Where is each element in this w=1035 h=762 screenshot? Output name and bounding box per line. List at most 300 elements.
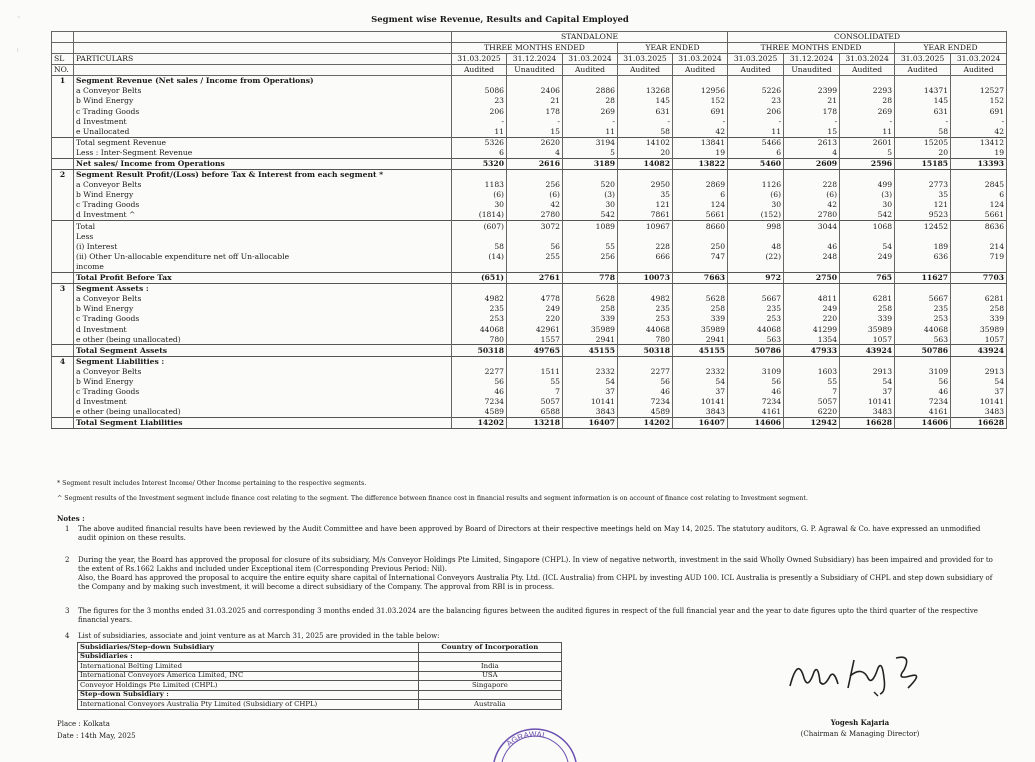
table-row (52, 314, 1007, 324)
row-label: income (74, 262, 452, 273)
row-value: 765 (840, 272, 895, 283)
note-text-continued: Also, the Board has approved the proposal to acquire the entire equity share capital of International Conveyors Australia Pty. Ltd. (ICL Australia) from CHPL by investing AUD 100. ICL Australia is presently a Subsidiary of CHPL and step down subsidiary of the Company and by making such investment, it will become a direct subsidiary of the Company. The approval from RBI is in process. (78, 574, 993, 591)
row-label: (ii) Other Un-allocable expenditure net off Un-allocable (74, 252, 452, 262)
segment-table-body (52, 32, 1007, 429)
row-label: a Conveyor Belts (74, 294, 452, 304)
row-value: 235 (618, 304, 673, 314)
row-sl-number (52, 106, 74, 116)
row-value (563, 76, 618, 87)
row-value: 11 (840, 126, 895, 137)
table-row (52, 356, 1007, 367)
row-value: (651) (452, 272, 507, 283)
row-label: a Conveyor Belts (74, 180, 452, 190)
row-value: 10073 (618, 272, 673, 283)
row-value: 121 (895, 200, 951, 210)
row-label: d Investment ^ (74, 210, 452, 221)
row-value: 189 (895, 242, 951, 252)
row-value: 44068 (895, 324, 951, 334)
row-value: 14371 (895, 86, 951, 96)
row-value: 780 (618, 334, 673, 345)
row-value: 4811 (784, 294, 840, 304)
row-value (452, 169, 507, 180)
row-value (673, 262, 728, 273)
row-value: - (618, 116, 673, 126)
subs-country: India (418, 662, 561, 672)
row-value (507, 231, 563, 241)
row-value: 178 (507, 106, 563, 116)
row-value: 50786 (895, 345, 951, 356)
row-value: 12452 (895, 221, 951, 232)
table-row (52, 252, 1007, 262)
table-row (52, 418, 1007, 429)
row-value: 250 (673, 242, 728, 252)
row-value: 13822 (673, 158, 728, 169)
table-row (52, 86, 1007, 96)
table-row (52, 76, 1007, 87)
row-value: 6281 (840, 294, 895, 304)
row-value: 5057 (784, 397, 840, 407)
row-value: 780 (452, 334, 507, 345)
row-value (507, 76, 563, 87)
note-number: 1 (65, 525, 70, 533)
note-4 (65, 632, 1000, 641)
row-value (895, 169, 951, 180)
table-row (52, 324, 1007, 334)
row-value: 2913 (840, 367, 895, 377)
no-header: NO. (52, 65, 74, 76)
row-value: 253 (452, 314, 507, 324)
row-value: 14082 (618, 158, 673, 169)
row-value: 43924 (840, 345, 895, 356)
row-value (728, 76, 784, 87)
row-value: 14202 (452, 418, 507, 429)
row-value: 178 (784, 106, 840, 116)
year-ended-header: YEAR ENDED (895, 43, 1007, 54)
row-value: 12942 (784, 418, 840, 429)
row-sl-number (52, 126, 74, 137)
period-date-header: 31.03.2025 (452, 54, 507, 65)
row-value: 58 (895, 126, 951, 137)
table-row (52, 96, 1007, 106)
row-value (563, 283, 618, 294)
audit-status-header: Unaudited (507, 65, 563, 76)
row-value (452, 231, 507, 241)
row-value: 2869 (673, 180, 728, 190)
row-value: (3) (840, 190, 895, 200)
row-value: 15 (784, 126, 840, 137)
row-value: 8636 (951, 221, 1007, 232)
row-value: 1089 (563, 221, 618, 232)
row-label: b Wind Energy (74, 304, 452, 314)
audit-status-header: Unaudited (784, 65, 840, 76)
row-value: 4982 (618, 294, 673, 304)
table-row (52, 169, 1007, 180)
row-value (673, 231, 728, 241)
row-value: 7703 (951, 272, 1007, 283)
year-ended-header: YEAR ENDED (618, 43, 728, 54)
row-label: Total Segment Assets (74, 345, 452, 356)
header-row-dates (52, 54, 1007, 65)
row-sl-number (52, 324, 74, 334)
row-value: 269 (840, 106, 895, 116)
row-value: 49765 (507, 345, 563, 356)
row-value: 21 (784, 96, 840, 106)
row-value: 4161 (728, 407, 784, 418)
row-value: 13412 (951, 137, 1007, 148)
row-label: c Trading Goods (74, 200, 452, 210)
audit-status-header: Audited (673, 65, 728, 76)
row-value: 249 (507, 304, 563, 314)
row-value (563, 262, 618, 273)
row-sl-number (52, 367, 74, 377)
row-value: 35989 (951, 324, 1007, 334)
row-value: 1068 (840, 221, 895, 232)
row-value: 5667 (728, 294, 784, 304)
row-value (618, 356, 673, 367)
row-value: 1511 (507, 367, 563, 377)
row-value: 30 (840, 200, 895, 210)
row-value (784, 169, 840, 180)
row-value: 2950 (618, 180, 673, 190)
row-value: 13393 (951, 158, 1007, 169)
row-value: 16407 (673, 418, 728, 429)
row-value (895, 283, 951, 294)
row-value: 542 (563, 210, 618, 221)
row-value (895, 76, 951, 87)
row-value: 55 (563, 242, 618, 252)
row-value: 35989 (840, 324, 895, 334)
row-value: 13268 (618, 86, 673, 96)
row-value: 2601 (840, 137, 895, 148)
row-value: 35 (895, 190, 951, 200)
row-value: 631 (895, 106, 951, 116)
row-sl-number: 4 (52, 356, 74, 367)
row-value: 5460 (728, 158, 784, 169)
row-value (784, 356, 840, 367)
row-value: 44068 (728, 324, 784, 334)
row-value: 30 (563, 200, 618, 210)
row-label: Segment Result Profit/(Loss) before Tax & Interest from each segment * (74, 169, 452, 180)
audit-status-header: Audited (951, 65, 1007, 76)
row-sl-number: 1 (52, 76, 74, 87)
row-label: Segment Revenue (Net sales / Income from Operations) (74, 76, 452, 87)
row-value: 20 (618, 148, 673, 159)
row-value: 691 (951, 106, 1007, 116)
row-value (895, 356, 951, 367)
row-value: 12527 (951, 86, 1007, 96)
row-value: 778 (563, 272, 618, 283)
subs-col-header: Subsidiaries/Step-down Subsidiary (78, 643, 419, 653)
row-label: a Conveyor Belts (74, 367, 452, 377)
table-row (52, 126, 1007, 137)
row-value: 253 (618, 314, 673, 324)
row-label: b Wind Energy (74, 96, 452, 106)
table-row (52, 345, 1007, 356)
row-value: 5628 (673, 294, 728, 304)
row-value: (607) (452, 221, 507, 232)
row-label: Total Profit Before Tax (74, 272, 452, 283)
row-value (507, 356, 563, 367)
row-value: 10141 (951, 397, 1007, 407)
row-value: 998 (728, 221, 784, 232)
row-sl-number (52, 418, 74, 429)
row-value: 11627 (895, 272, 951, 283)
row-value: 42 (673, 126, 728, 137)
row-value: 6 (452, 148, 507, 159)
table-row (52, 367, 1007, 377)
row-sl-number (52, 345, 74, 356)
row-value: (6) (507, 190, 563, 200)
audit-status-header: Audited (452, 65, 507, 76)
row-value: 41299 (784, 324, 840, 334)
row-value: 206 (728, 106, 784, 116)
row-value: 2616 (507, 158, 563, 169)
row-label: c Trading Goods (74, 314, 452, 324)
row-value: 50318 (618, 345, 673, 356)
row-value: 145 (895, 96, 951, 106)
subs-name: International Conveyors Australia Pty Limited (Subsidiary of CHPL) (78, 700, 419, 710)
sl-header: SL (52, 54, 74, 65)
row-value: 6 (728, 148, 784, 159)
row-value: 6 (673, 190, 728, 200)
row-value: 542 (840, 210, 895, 221)
table-row (52, 106, 1007, 116)
row-value: 7234 (618, 397, 673, 407)
row-sl-number (52, 252, 74, 262)
row-value: 636 (895, 252, 951, 262)
row-value (951, 283, 1007, 294)
row-value: 58 (452, 242, 507, 252)
row-value: (6) (784, 190, 840, 200)
row-value: 56 (507, 242, 563, 252)
row-value (728, 169, 784, 180)
row-value (452, 283, 507, 294)
row-value: 1126 (728, 180, 784, 190)
row-value (618, 76, 673, 87)
period-date-header: 31.03.2024 (673, 54, 728, 65)
row-value: 4589 (452, 407, 507, 418)
row-value: 2750 (784, 272, 840, 283)
row-value: 2941 (563, 334, 618, 345)
stepdown-group-label: Step-down Subsidiary : (78, 690, 419, 700)
country-col-header: Country of Incorporation (418, 643, 561, 653)
row-value: 631 (618, 106, 673, 116)
subs-name: International Belting Limited (78, 662, 419, 672)
row-value: 42 (951, 126, 1007, 137)
row-value: 339 (563, 314, 618, 324)
signer-name: Yogesh Kajaria (830, 718, 890, 727)
note-text: List of subsidiaries, associate and joint venture as at March 31, 2025 are provided in the table below: (78, 632, 440, 640)
row-value: 4 (507, 148, 563, 159)
notes-heading: Notes : (57, 514, 85, 523)
row-value: 214 (951, 242, 1007, 252)
audit-status-header: Audited (618, 65, 673, 76)
row-value: 269 (563, 106, 618, 116)
row-value (507, 283, 563, 294)
row-sl-number (52, 180, 74, 190)
row-value: 258 (563, 304, 618, 314)
row-sl-number (52, 272, 74, 283)
row-value: 2913 (951, 367, 1007, 377)
row-value: 16407 (563, 418, 618, 429)
row-label: Total segment Revenue (74, 137, 452, 148)
row-value: 5057 (507, 397, 563, 407)
row-value: 499 (840, 180, 895, 190)
row-value: 3843 (563, 407, 618, 418)
row-value: 972 (728, 272, 784, 283)
row-label: Less (74, 231, 452, 241)
row-value: 228 (618, 242, 673, 252)
date-label: Date : 14th May, 2025 (57, 732, 136, 740)
row-value: 2613 (784, 137, 840, 148)
row-value (563, 231, 618, 241)
row-value: 7234 (895, 397, 951, 407)
row-value (895, 262, 951, 273)
row-label: b Wind Energy (74, 190, 452, 200)
row-value: 3189 (563, 158, 618, 169)
row-value: 28 (840, 96, 895, 106)
row-value (728, 262, 784, 273)
three-months-header: THREE MONTHS ENDED (452, 43, 618, 54)
row-value: 2609 (784, 158, 840, 169)
row-value: 4161 (895, 407, 951, 418)
row-value: 235 (895, 304, 951, 314)
row-value: - (784, 116, 840, 126)
row-value: 46 (728, 387, 784, 397)
row-value: 56 (452, 377, 507, 387)
standalone-header: STANDALONE (452, 32, 728, 43)
row-value: 2845 (951, 180, 1007, 190)
three-months-header: THREE MONTHS ENDED (728, 43, 895, 54)
row-value: 7234 (728, 397, 784, 407)
row-value: 719 (951, 252, 1007, 262)
row-value: (1814) (452, 210, 507, 221)
row-value: 16628 (951, 418, 1007, 429)
row-value: 145 (618, 96, 673, 106)
row-value (951, 76, 1007, 87)
row-label: Total (74, 221, 452, 232)
row-value: 7 (507, 387, 563, 397)
period-date-header: 31.03.2025 (618, 54, 673, 65)
subs-group-label: Subsidiaries : (78, 652, 419, 662)
row-label: c Trading Goods (74, 106, 452, 116)
row-value: 2596 (840, 158, 895, 169)
row-value: 4778 (507, 294, 563, 304)
row-value: 21 (507, 96, 563, 106)
row-value (673, 283, 728, 294)
row-value: 14202 (618, 418, 673, 429)
row-value: 563 (895, 334, 951, 345)
row-value: (22) (728, 252, 784, 262)
row-value: 3072 (507, 221, 563, 232)
row-value: 5667 (895, 294, 951, 304)
signer-title: (Chairman & Managing Director) (800, 730, 920, 738)
row-value: 15185 (895, 158, 951, 169)
row-sl-number (52, 190, 74, 200)
row-value: 2277 (618, 367, 673, 377)
row-value: 2399 (784, 86, 840, 96)
row-value: 30 (452, 200, 507, 210)
row-label: d Investment (74, 116, 452, 126)
row-sl-number (52, 407, 74, 418)
row-value: 37 (673, 387, 728, 397)
row-value: 35989 (563, 324, 618, 334)
row-sl-number (52, 397, 74, 407)
row-value: 249 (840, 252, 895, 262)
company-stamp (490, 722, 580, 762)
row-value: 54 (951, 377, 1007, 387)
row-value: 1603 (784, 367, 840, 377)
row-value: 2332 (563, 367, 618, 377)
row-value: 23 (452, 96, 507, 106)
row-value: 14606 (728, 418, 784, 429)
note-text: The above audited financial results have been reviewed by the Audit Committee and have been approved by Board of Directors at their respective meetings held on May 14, 2025. The statutory auditors, G. P. Agrawal & Co. have expressed an unmodified audit opinion on these results. (78, 525, 981, 542)
margin-mark: ∶ (17, 47, 19, 54)
row-sl-number (52, 210, 74, 221)
row-sl-number (52, 137, 74, 148)
table-row (52, 387, 1007, 397)
row-value: - (563, 116, 618, 126)
row-value: 14606 (895, 418, 951, 429)
row-value: 30 (728, 200, 784, 210)
audit-status-header: Audited (840, 65, 895, 76)
row-sl-number (52, 294, 74, 304)
row-value: - (673, 116, 728, 126)
header-row-status (52, 65, 1007, 76)
row-value: 7663 (673, 272, 728, 283)
table-row (52, 294, 1007, 304)
row-label: d Investment (74, 397, 452, 407)
document-title: Segment wise Revenue, Results and Capital Employed (371, 15, 629, 25)
table-row (52, 242, 1007, 252)
row-sl-number (52, 314, 74, 324)
row-value: 3044 (784, 221, 840, 232)
row-value: 235 (728, 304, 784, 314)
subs-country: Australia (418, 700, 561, 710)
margin-mark: ◦ (17, 14, 21, 21)
row-label: (i) Interest (74, 242, 452, 252)
row-value: 7234 (452, 397, 507, 407)
row-value: 206 (452, 106, 507, 116)
row-value: 2886 (563, 86, 618, 96)
row-value: 54 (840, 242, 895, 252)
subsidiaries-table (77, 642, 562, 710)
row-value: 45155 (563, 345, 618, 356)
row-label: b Wind Energy (74, 377, 452, 387)
table-row (52, 231, 1007, 241)
signature-image (784, 648, 934, 698)
table-row (52, 148, 1007, 159)
row-sl-number: 3 (52, 283, 74, 294)
row-sl-number (52, 387, 74, 397)
row-value: 45155 (673, 345, 728, 356)
row-value: - (951, 116, 1007, 126)
row-sl-number (52, 148, 74, 159)
row-sl-number (52, 242, 74, 252)
table-row (52, 262, 1007, 273)
row-value (452, 356, 507, 367)
row-value: 3109 (728, 367, 784, 377)
segment-table (51, 31, 1007, 429)
table-row (52, 210, 1007, 221)
row-value: - (840, 116, 895, 126)
row-value: - (895, 116, 951, 126)
row-sl-number: 2 (52, 169, 74, 180)
row-value: 7 (784, 387, 840, 397)
row-value (563, 169, 618, 180)
row-value (618, 262, 673, 273)
row-value: 2277 (452, 367, 507, 377)
